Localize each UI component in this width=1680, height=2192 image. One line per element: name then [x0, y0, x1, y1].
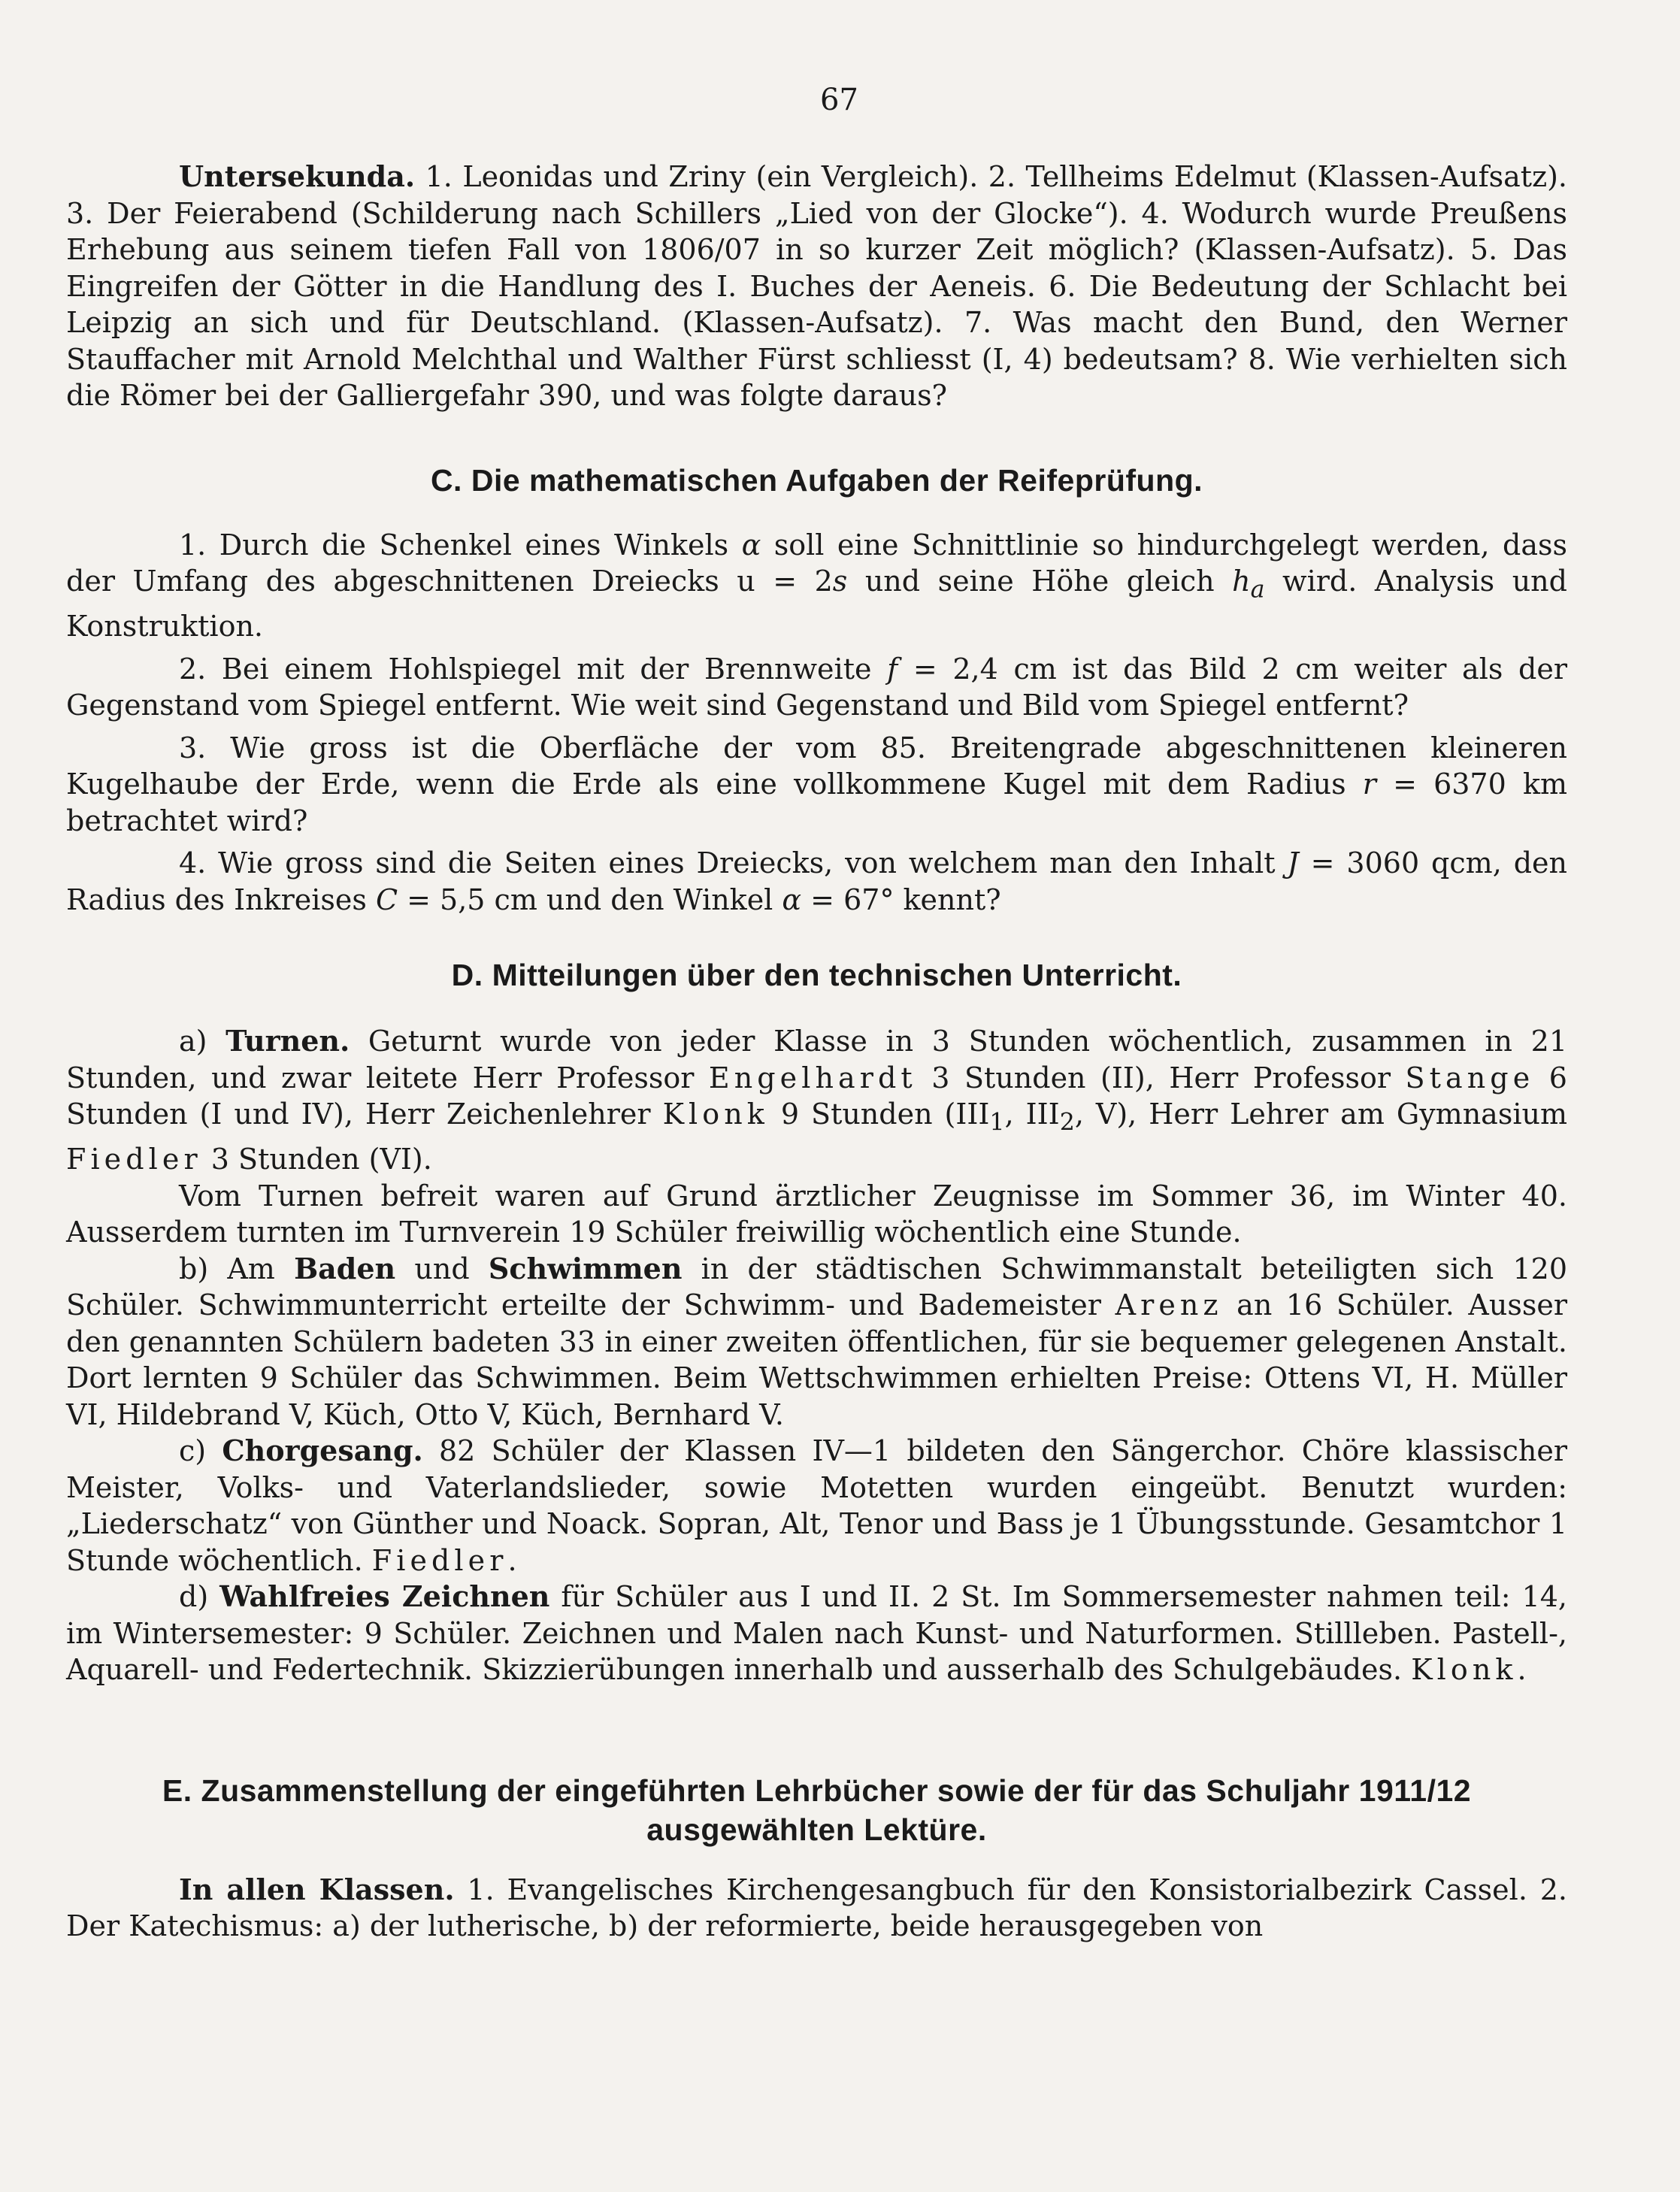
math-task-3: 3. Wie gross ist die Oberfläche der vom 85. Breitengrade abgeschnittenen kleineren Kugelhaube der Erde, wenn die Erde als eine vollkommene Kugel mit dem Radius r = 6370 km betrachtet wird?	[66, 731, 1567, 837]
section-e-heading	[66, 1771, 1567, 1849]
page-number: 67	[820, 83, 858, 117]
turnen-paragraph: a) Turnen. Geturnt wurde von jeder Klasse in 3 Stunden wöchentlich, zusammen in 21 Stunden, und zwar leitete Herr Professor Engelhardt 3 Stunden (II), Herr Professor Stange 6 Stunden (I und IV), Herr Zeichenlehrer Klonk 9 Stunden ($III_1$, $III_2$, V), Herr Lehrer am Gymnasium Fiedler 3 Stunden (VI).	[66, 1024, 1568, 1176]
math-task-4: 4. Wie gross sind die Seiten eines Dreiecks, von welchem man den Inhalt J = 3060 qcm, den Radius des Inkreises C = 5,5 cm und den Winkel α = 67° kennt?	[66, 846, 1567, 916]
befreit-paragraph: Vom Turnen befreit waren auf Grund ärztlicher Zeugnisse im Sommer 36, im Winter 40. Ausserdem turnten im Turnverein 19 Schüler freiwillig wöchentlich eine Stunde.	[66, 1179, 1567, 1249]
section-c-heading: C. Die mathematischen Aufgaben der Reifeprüfung.	[430, 462, 1203, 498]
math-task-2: 2. Bei einem Hohlspiegel mit der Brennweite f = 2,4 cm ist das Bild 2 cm weiter als der Gegenstand vom Spiegel entfernt. Wie weit sind Gegenstand und Bild vom Spiegel entfernt?	[66, 652, 1567, 722]
chorgesang-paragraph: c) Chorgesang. 82 Schüler der Klassen IV—1 bildeten den Sängerchor. Chöre klassischer Meister, Volks- und Vaterlandslieder, sowie Motetten wurden eingeübt. Benutzt wurden: „Liederschatz“ von Günther und Noack. Sopran, Alt, Tenor und Bass je 1 Übungsstunde. Gesamtchor 1 Stunde wöchentlich. Fiedler.	[66, 1434, 1568, 1577]
section-d-heading: D. Mitteilungen über den technischen Unterricht.	[451, 958, 1182, 993]
schwimmen-paragraph: b) Am Baden und Schwimmen in der städtischen Schwimmanstalt beteiligten sich 120 Schüler. Schwimmunterricht erteilte der Schwimm- und Bademeister Arenz an 16 Schüler. Ausser den genannten Schülern badeten 33 in einer zweiten öffentlichen, für sie bequemer gelegenen Anstalt. Dort lernten 9 Schüler das Schwimmen. Beim Wettschwimmen erhielten Preise: Ottens VI, H. Müller VI, Hildebrand V, Küch, Otto V, Küch, Bernhard V.	[66, 1251, 1568, 1431]
untersekunda-paragraph	[66, 159, 1567, 414]
section-e-heading-line1: E. Zusammenstellung der eingeführten Lehrbücher sowie der für das Schuljahr 1911/12	[162, 1773, 1472, 1808]
turnen-label: Turnen.	[226, 1024, 350, 1058]
allen-klassen-paragraph: In allen Klassen. 1. Evangelisches Kirchengesangbuch für den Konsistorialbezirk Cassel. 2. Der Katechismus: a) der lutherische, b) der reformierte, beide herausgegeben von	[66, 1872, 1567, 1943]
untersekunda-label: Untersekunda.	[179, 159, 416, 193]
section-e-heading-line2: ausgewählten Lektüre.	[646, 1812, 987, 1847]
math-task-1: 1. Durch die Schenkel eines Winkels α soll eine Schnittlinie so hindurchgelegt werden, dass der Umfang des abgeschnittenen Dreiecks u = 2s und seine Höhe gleich $h_a$ wird. Analysis und Konstruktion.	[66, 528, 1567, 643]
zeichnen-paragraph: d) Wahlfreies Zeichnen für Schüler aus I und II. 2 St. Im Sommersemester nahmen teil: 14, im Wintersemester: 9 Schüler. Zeichnen und Malen nach Kunst- und Naturformen. Stillleben. Pastell-, Aquarell- und Federtechnik. Skizzierübungen innerhalb und ausserhalb des Schulgebäudes. Klonk.	[66, 1579, 1568, 1687]
untersekunda-text: 1. Leonidas und Zriny (ein Vergleich). 2. Tellheims Edelmut (Klassen-Aufsatz). 3. Der Feierabend (Schilderung nach Schillers „Lied von der Glocke“). 4. Wodurch wurde Preußens Erhebung aus seinem tiefen Fall von 1806/07 in so kurzer Zeit möglich? (Klassen-Aufsatz). 5. Das Eingreifen der Götter in die Handlung des I. Buches der Aeneis. 6. Die Bedeutung der Schlacht bei Leipzig an sich und für Deutschland. (Klassen-Aufsatz). 7. Was macht den Bund, den Werner Stauffacher mit Arnold Melchthal und Walther Fürst schliesst (I, 4) bedeutsam? 8. Wie verhielten sich die Römer bei der Galliergefahr 390, und was folgte daraus?	[66, 160, 1567, 412]
